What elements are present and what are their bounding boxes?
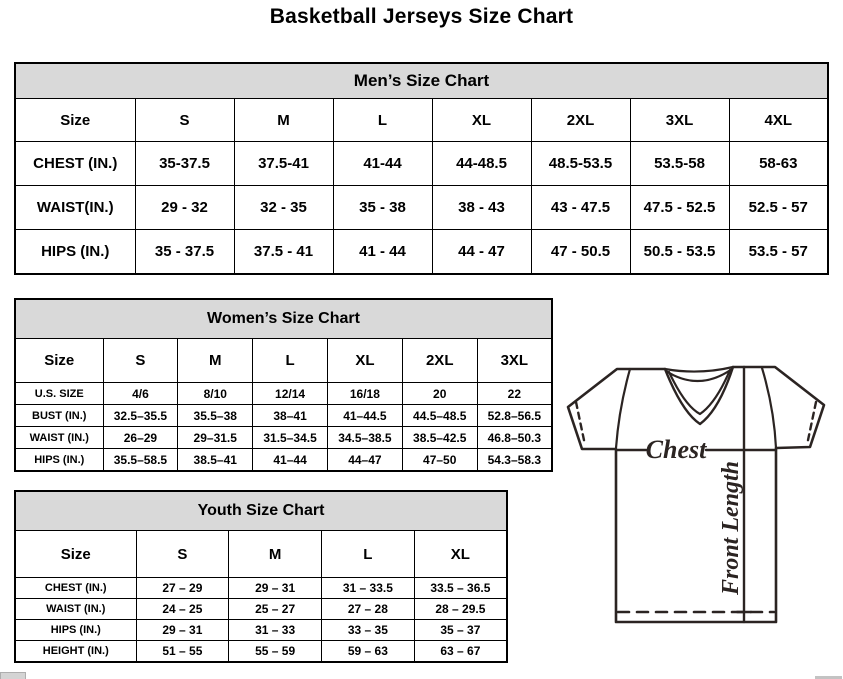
size-value-cell: 35 - 37.5	[135, 230, 234, 275]
size-value-cell: 8/10	[178, 383, 253, 405]
size-value-cell: 47 - 50.5	[531, 230, 630, 275]
youth-chart-column-header: S	[136, 531, 229, 578]
size-value-cell: 32.5–35.5	[103, 405, 178, 427]
size-value-cell: 35 - 38	[333, 186, 432, 230]
mens-chart-column-header: S	[135, 99, 234, 142]
size-value-cell: 26–29	[103, 427, 178, 449]
row-label: HEIGHT (IN.)	[15, 641, 136, 663]
size-value-cell: 51 – 55	[136, 641, 229, 663]
size-value-cell: 35-37.5	[135, 142, 234, 186]
row-label: BUST (IN.)	[15, 405, 103, 427]
size-value-cell: 24 – 25	[136, 599, 229, 620]
row-label: HIPS (IN.)	[15, 230, 135, 275]
table-row	[15, 186, 828, 230]
size-value-cell: 52.8–56.5	[477, 405, 552, 427]
mens-chart-column-header: M	[234, 99, 333, 142]
youth-chart-column-header: XL	[414, 531, 507, 578]
womens-chart-column-header: S	[103, 339, 178, 383]
size-value-cell: 55 – 59	[229, 641, 322, 663]
row-label: CHEST (IN.)	[15, 578, 136, 599]
size-value-cell: 38–41	[253, 405, 328, 427]
scrollbar-button-left[interactable]	[0, 672, 26, 679]
size-value-cell: 37.5 - 41	[234, 230, 333, 275]
youth-chart-column-header: Size	[15, 531, 136, 578]
size-value-cell: 38.5–42.5	[402, 427, 477, 449]
table-row	[15, 620, 507, 641]
row-label: CHEST (IN.)	[15, 142, 135, 186]
size-value-cell: 35 – 37	[414, 620, 507, 641]
mens-chart-column-header: 4XL	[729, 99, 828, 142]
womens-chart-column-header: 2XL	[402, 339, 477, 383]
size-value-cell: 44 - 47	[432, 230, 531, 275]
size-value-cell: 41–44.5	[327, 405, 402, 427]
size-value-cell: 38.5–41	[178, 449, 253, 472]
size-value-cell: 20	[402, 383, 477, 405]
size-value-cell: 58-63	[729, 142, 828, 186]
size-value-cell: 38 - 43	[432, 186, 531, 230]
size-value-cell: 16/18	[327, 383, 402, 405]
row-label: WAIST (IN.)	[15, 427, 103, 449]
size-value-cell: 31 – 33.5	[322, 578, 415, 599]
mens-chart-column-header: Size	[15, 99, 135, 142]
table-row	[15, 578, 507, 599]
size-value-cell: 27 – 28	[322, 599, 415, 620]
table-row	[15, 599, 507, 620]
size-value-cell: 41-44	[333, 142, 432, 186]
table-row	[15, 383, 552, 405]
jersey-measurement-diagram	[555, 360, 843, 679]
row-label: U.S. SIZE	[15, 383, 103, 405]
size-value-cell: 47–50	[402, 449, 477, 472]
size-value-cell: 35.5–38	[178, 405, 253, 427]
size-value-cell: 33.5 – 36.5	[414, 578, 507, 599]
jersey-diagram-svg	[555, 360, 843, 679]
size-value-cell: 59 – 63	[322, 641, 415, 663]
size-value-cell: 4/6	[103, 383, 178, 405]
size-value-cell: 52.5 - 57	[729, 186, 828, 230]
size-value-cell: 22	[477, 383, 552, 405]
mens-chart-column-header: XL	[432, 99, 531, 142]
size-value-cell: 31.5–34.5	[253, 427, 328, 449]
row-label: HIPS (IN.)	[15, 449, 103, 472]
womens-chart-column-header: M	[178, 339, 253, 383]
size-value-cell: 43 - 47.5	[531, 186, 630, 230]
mens-chart-column-header: 2XL	[531, 99, 630, 142]
womens-chart-column-header: 3XL	[477, 339, 552, 383]
youth-chart-column-header: L	[322, 531, 415, 578]
size-value-cell: 28 – 29.5	[414, 599, 507, 620]
size-value-cell: 29 - 32	[135, 186, 234, 230]
table-row	[15, 427, 552, 449]
page-title: Basketball Jerseys Size Chart	[269, 5, 574, 28]
size-value-cell: 44–47	[327, 449, 402, 472]
armhole-seam-left	[616, 369, 630, 448]
table-row	[15, 641, 507, 663]
womens-chart-column-header: L	[253, 339, 328, 383]
size-value-cell: 25 – 27	[229, 599, 322, 620]
size-value-cell: 29–31.5	[178, 427, 253, 449]
size-value-cell: 53.5-58	[630, 142, 729, 186]
womens-chart-title: Women’s Size Chart	[15, 299, 552, 339]
size-value-cell: 47.5 - 52.5	[630, 186, 729, 230]
size-value-cell: 33 – 35	[322, 620, 415, 641]
mens-chart-column-header: L	[333, 99, 432, 142]
youth-chart-column-header: M	[229, 531, 322, 578]
size-value-cell: 29 – 31	[229, 578, 322, 599]
mens-size-chart-table	[14, 62, 829, 275]
size-value-cell: 46.8–50.3	[477, 427, 552, 449]
front-length-label: Front Length	[718, 460, 744, 596]
size-value-cell: 63 – 67	[414, 641, 507, 663]
mens-chart-column-header: 3XL	[630, 99, 729, 142]
table-row	[15, 405, 552, 427]
size-value-cell: 41 - 44	[333, 230, 432, 275]
size-value-cell: 35.5–58.5	[103, 449, 178, 472]
jersey-outline	[568, 367, 824, 622]
youth-size-chart-table	[14, 490, 508, 663]
size-value-cell: 41–44	[253, 449, 328, 472]
size-value-cell: 32 - 35	[234, 186, 333, 230]
womens-size-chart-table	[14, 298, 553, 472]
table-row	[15, 449, 552, 472]
chest-label: Chest	[645, 435, 707, 464]
size-value-cell: 53.5 - 57	[729, 230, 828, 275]
size-value-cell: 31 – 33	[229, 620, 322, 641]
womens-chart-column-header: XL	[327, 339, 402, 383]
collar-back-edge	[665, 367, 733, 372]
size-value-cell: 34.5–38.5	[327, 427, 402, 449]
size-value-cell: 44.5–48.5	[402, 405, 477, 427]
womens-chart-column-header: Size	[15, 339, 103, 383]
row-label: HIPS (IN.)	[15, 620, 136, 641]
size-value-cell: 50.5 - 53.5	[630, 230, 729, 275]
size-value-cell: 29 – 31	[136, 620, 229, 641]
youth-chart-title: Youth Size Chart	[15, 491, 507, 531]
size-value-cell: 27 – 29	[136, 578, 229, 599]
row-label: WAIST(IN.)	[15, 186, 135, 230]
size-value-cell: 37.5-41	[234, 142, 333, 186]
armhole-seam-right	[762, 368, 776, 448]
size-value-cell: 44-48.5	[432, 142, 531, 186]
table-row	[15, 142, 828, 186]
size-value-cell: 48.5-53.5	[531, 142, 630, 186]
mens-chart-title: Men’s Size Chart	[15, 63, 828, 99]
table-row	[15, 230, 828, 275]
size-value-cell: 12/14	[253, 383, 328, 405]
row-label: WAIST (IN.)	[15, 599, 136, 620]
size-value-cell: 54.3–58.3	[477, 449, 552, 472]
